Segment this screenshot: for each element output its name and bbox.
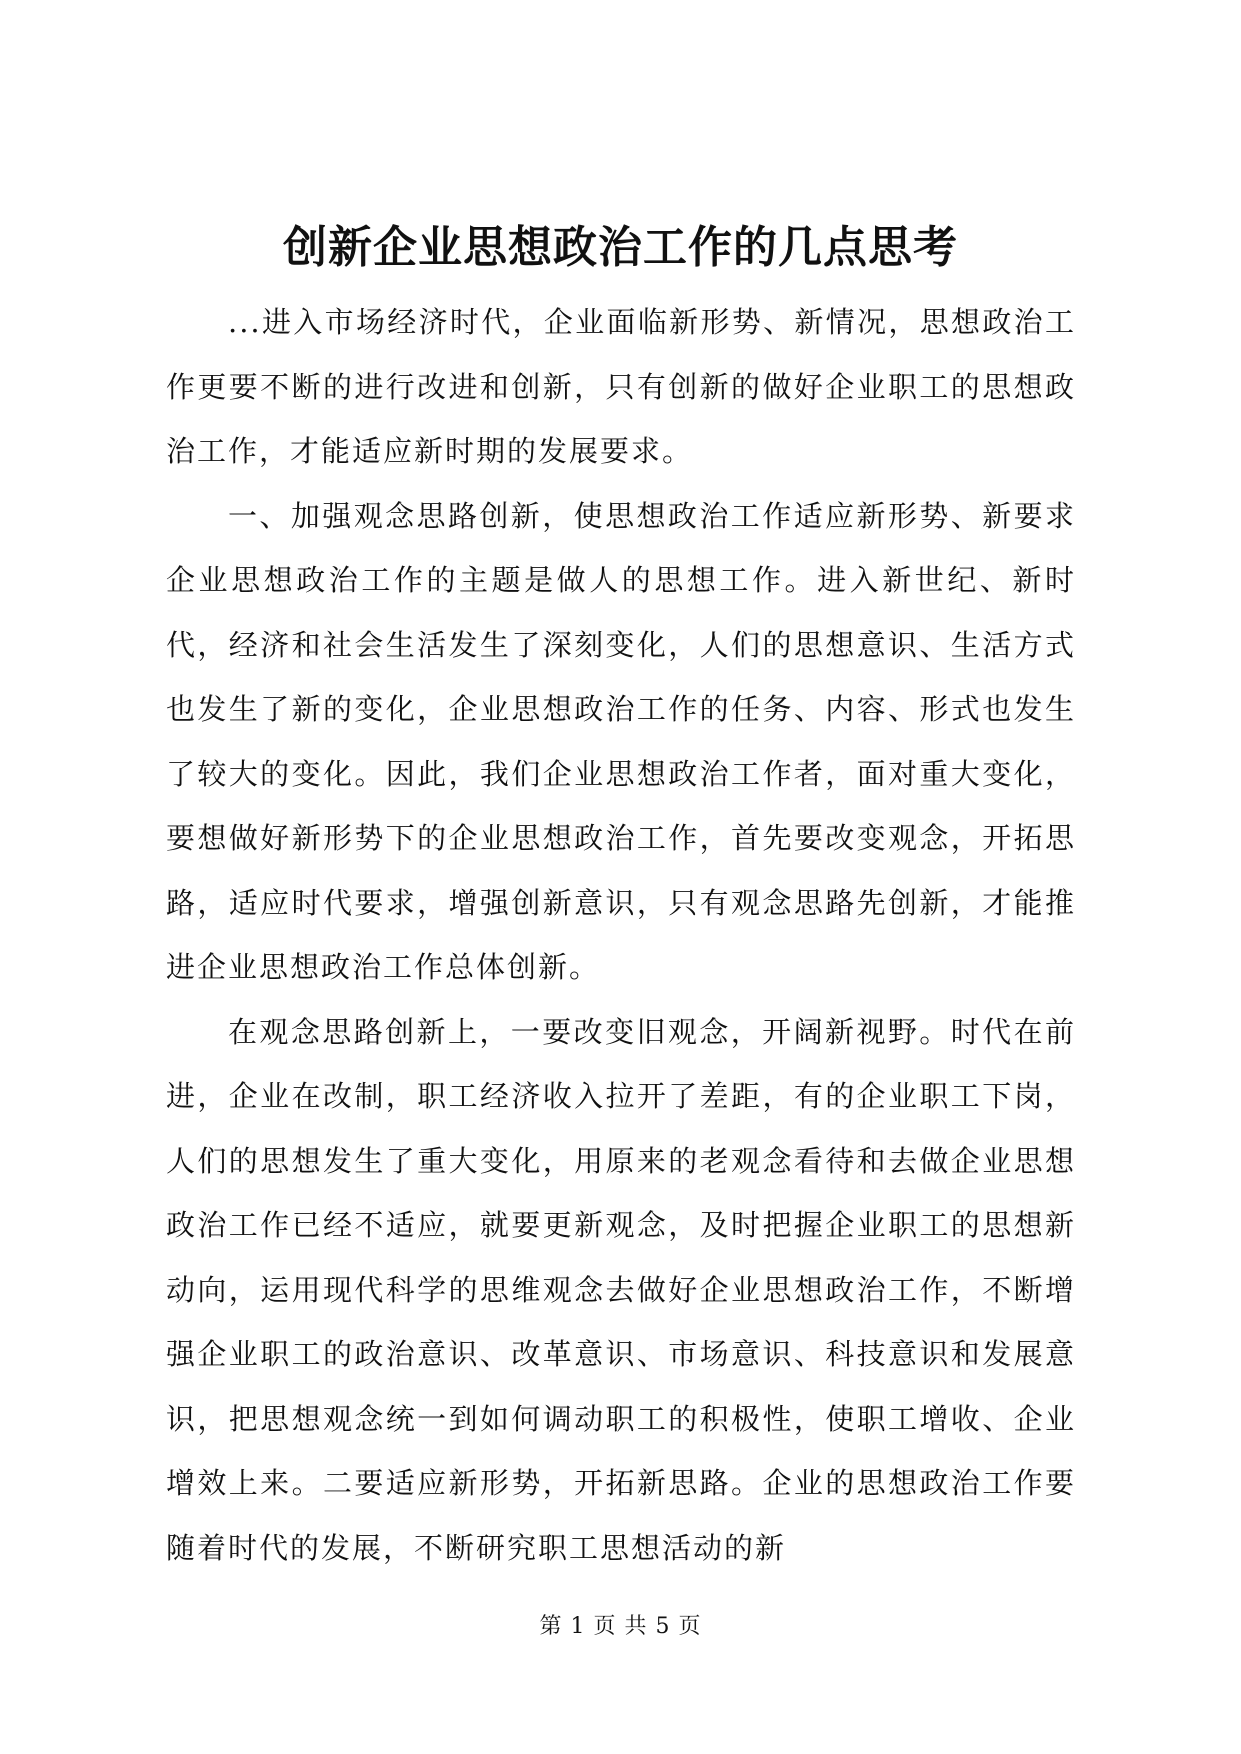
document-body: [166, 290, 1076, 1580]
paragraph-concept-innovation: 在观念思路创新上，一要改变旧观念，开阔新视野。时代在前进，企业在改制，职工经济收入拉开了差距，有的企业职工下岗，人们的思想发生了重大变化，用原来的老观念看待和去做企业思想政治工作已经不适应，就要更新观念，及时把握企业职工的思想新动向，运用现代科学的思维观念去做好企业思想政治工作，不断增强企业职工的政治意识、改革意识、市场意识、科技意识和发展意识，把思想观念统一到如何调动职工的积极性，使职工增收、企业增效上来。二要适应新形势，开拓新思路。企业的思想政治工作要随着时代的发展，不断研究职工思想活动的新: [166, 1014, 1076, 1565]
page-number-footer: 第 1 页 共 5 页: [539, 1614, 702, 1639]
document-title: 创新企业思想政治工作的几点思考: [283, 222, 958, 273]
paragraph-section-one: 一、加强观念思路创新，使思想政治工作适应新形势、新要求企业思想政治工作的主题是做人的思想工作。进入新世纪、新时代，经济和社会生活发生了深刻变化，人们的思想意识、生活方式也发生了新的变化，企业思想政治工作的任务、内容、形式也发生了较大的变化。因此，我们企业思想政治工作者，面对重大变化，要想做好新形势下的企业思想政治工作，首先要改变观念，开拓思路，适应时代要求，增强创新意识，只有观念思路先创新，才能推进企业思想政治工作总体创新。: [166, 498, 1076, 984]
paragraph-intro: ...进入市场经济时代，企业面临新形势、新情况，思想政治工作更要不断的进行改进和创新，只有创新的做好企业职工的思想政治工作，才能适应新时期的发展要求。: [166, 305, 1076, 468]
